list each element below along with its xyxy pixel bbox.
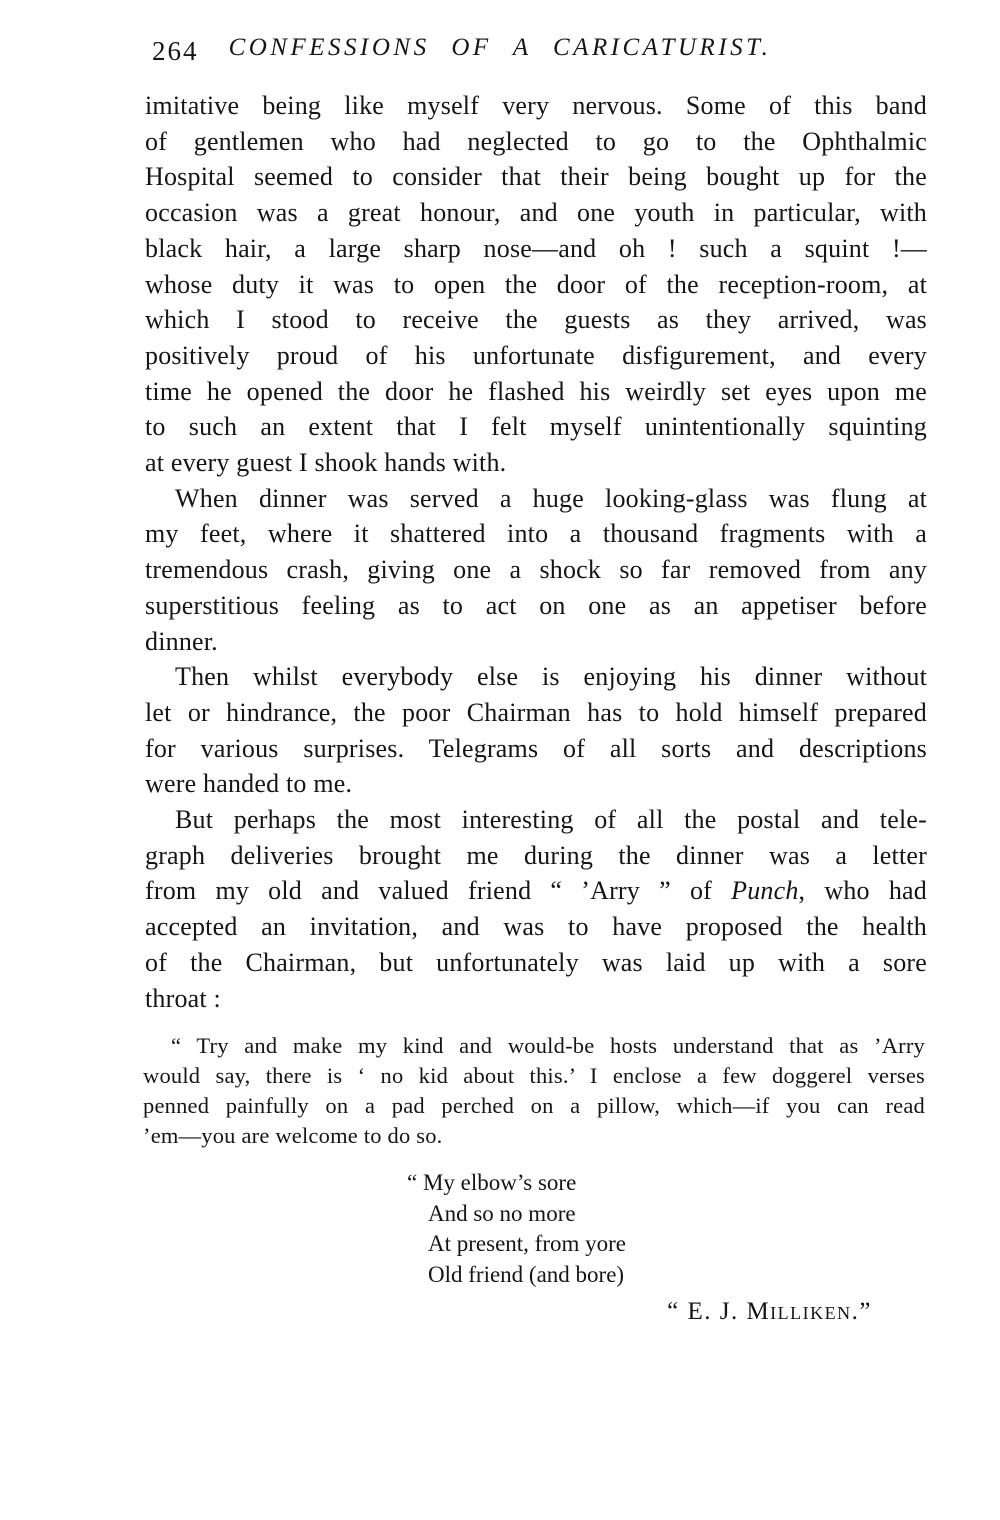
verse-line: And so no more (428, 1200, 576, 1226)
verse (407, 1168, 626, 1290)
book-title-punch: Punch (731, 876, 799, 906)
quote-line: ’em—you are welcome to do so. (143, 1123, 443, 1148)
text-line: for various surprises. Telegrams of all sorts and descriptions (145, 733, 927, 763)
text-segment: from my old and valued friend “ ’Arry ” of (145, 876, 732, 906)
text-line: my feet, where it shattered into a thousand fragments with a (145, 519, 927, 549)
text-line (145, 873, 927, 909)
quote-line: penned painfully on a pad perched on a pillow, which—if you can read (143, 1093, 925, 1118)
text-line: imitative being like myself very nervous. Some of this band (145, 91, 927, 120)
text-line: black hair, a large sharp nose—and oh ! such a squint !— (145, 233, 927, 263)
text-line: of gentlemen who had neglected to go to the Ophthalmic (145, 126, 927, 156)
page-number: 264 (152, 36, 199, 66)
text-line: graph deliveries brought me during the dinner was a letter (145, 840, 927, 870)
text-line: of the Chairman, but unfortunately was laid up with a sore (145, 947, 927, 977)
text-line: But perhaps the most interesting of all the postal and tele- (175, 805, 927, 835)
text-line: whose duty it was to open the door of the reception-room, at (145, 269, 927, 299)
running-title: CONFESSIONS OF A CARICATURIST. (228, 34, 772, 61)
text-line: superstitious feeling as to act on one as an appetiser before (145, 590, 927, 620)
text-line: time he opened the door he flashed his weirdly set eyes upon me (145, 376, 927, 406)
text-line: at every guest I shook hands with. (145, 448, 507, 478)
text-line: Then whilst everybody else is enjoying his dinner without (175, 662, 927, 692)
text-line: Hospital seemed to consider that their being bought up for the (145, 162, 927, 192)
text-segment: , who had (798, 876, 927, 906)
text-line: positively proud of his unfortunate disfigurement, and every (145, 340, 927, 370)
signature: “ E. J. Milliken.” (667, 1298, 872, 1325)
text-line: dinner. (145, 626, 218, 656)
quote-line: “ Try and make my kind and would-be hosts understand that as ’Arry (171, 1033, 925, 1058)
text-line: let or hindrance, the poor Chairman has to hold himself prepared (145, 697, 927, 727)
verse-line: Old friend (and bore) (428, 1261, 625, 1287)
text-line: to such an extent that I felt myself unintentionally squinting (145, 412, 927, 442)
text-line: accepted an invitation, and was to have proposed the health (145, 912, 927, 942)
text-line: throat : (145, 983, 221, 1013)
verse-line: “ My elbow’s sore (407, 1170, 577, 1195)
page-header (0, 34, 1000, 68)
text-line: were handed to me. (145, 769, 353, 799)
text-line: which I stood to receive the guests as they arrived, was (145, 305, 927, 335)
letter-quote (143, 1031, 925, 1151)
text-line: tremendous crash, giving one a shock so far removed from any (145, 555, 927, 585)
verse-line: At present, from yore (428, 1231, 626, 1256)
text-line: occasion was a great honour, and one youth in particular, with (145, 198, 927, 228)
text-line: When dinner was served a huge looking-glass was flung at (175, 483, 927, 513)
quote-line: would say, there is ‘ no kid about this.’ I enclose a few doggerel verses (143, 1063, 925, 1088)
body-text (145, 88, 927, 1016)
